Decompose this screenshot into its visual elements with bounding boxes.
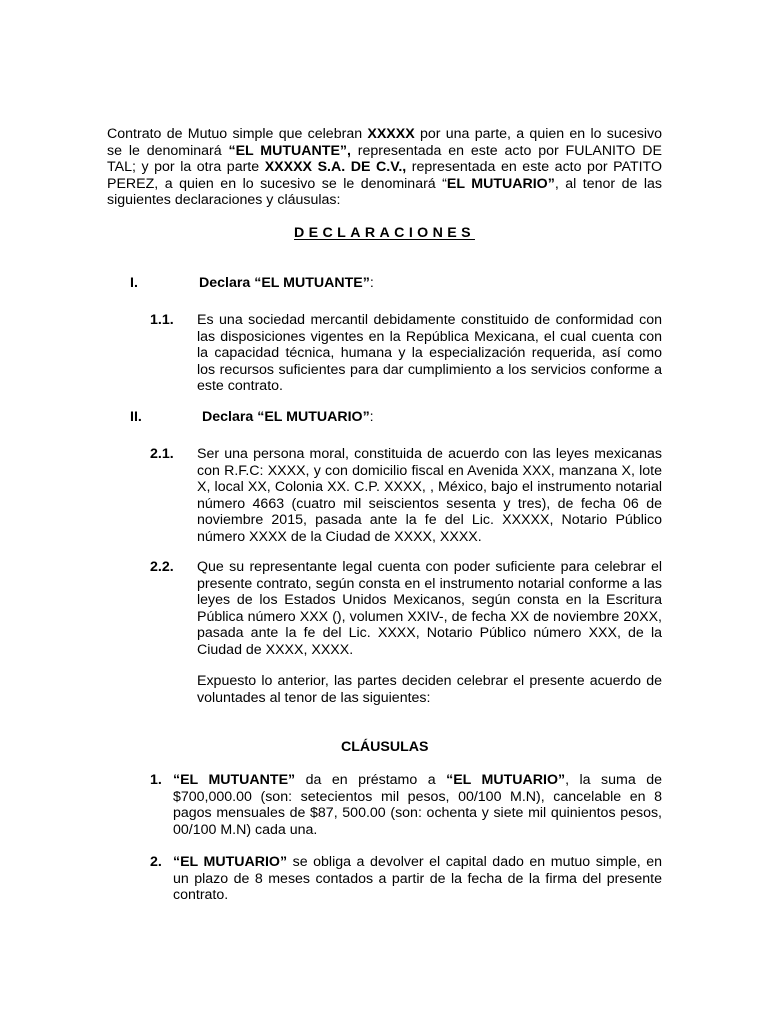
clause2-text-1: se obliga a devolver el capital dado en mutuo simple, en un plazo de 8 meses contados a partir de la fecha de la firma del presente contrato. [173,854,662,904]
clause1-mutuante: “EL MUTUANTE” [173,772,296,788]
section1-prefix: Declara [199,275,255,291]
section2-suffix: : [369,409,374,425]
clause1-mutuario: “EL MUTUARIO” [446,772,566,788]
intro-text-3: representada en este acto por FULANITO DE TAL; y por la otra parte [107,142,663,176]
section1-title [199,275,659,292]
intro-text-1: Contrato de Mutuo simple que celebran [107,126,368,142]
section1-suffix: : [369,275,374,291]
clause1-number: 1. [150,772,162,788]
section2-title [202,409,662,426]
intro-text-4: representada en este acto por PATITO PEREZ, a quien en lo sucesivo se le denominará “ [107,159,662,192]
party1-name: XXXXX [367,126,415,142]
item-2-1-number: 2.1. [150,446,174,462]
item-1-1-number: 1.1. [150,312,174,328]
clausulas-heading: CLÁUSULAS [341,739,429,755]
intro-paragraph [107,126,662,209]
item-2-2-text: Que su representante legal cuenta con poder suficiente para celebrar el presente contrato, según consta en el instrumento notarial conforme a las leyes de los Estados Unidos Mexicanos, según consta en la Escritura Pública número XXX (), volumen XXIV-, de fecha XX de noviembre 20XX, pasada ante la fe del Lic. XXXX, Notario Público número XXX, de la Ciudad de XXXX, XXXX. [197,559,662,658]
clause1-text [173,772,662,838]
item-2-2-number: 2.2. [150,559,174,575]
clause2-number: 2. [150,854,162,870]
section1-name: “EL MUTUANTE” [254,275,370,291]
item-1-1-text: Es una sociedad mercantil debidamente constituido de conformidad con las disposiciones vigentes en la República Mexicana, el cual cuenta con la capacidad técnica, humana y la especialización requerida, así como los recursos suficientes para dar cumplimiento a los servicios conforme a este contrato. [197,312,662,395]
clause2-text [173,854,662,904]
intro-text-2: por una parte, a quien en lo sucesivo se le denominará [107,126,662,159]
mutuario-label: EL MUTUARIO” [446,175,555,192]
intro-text-5: , al tenor de las siguientes declaraciones y cláusulas: [107,175,662,209]
declaraciones-heading: DECLARACIONES [294,225,475,241]
party2-name: XXXXX S.A. DE C.V., [264,159,407,176]
clause1-text-2: , la suma de $700,000.00 (son: setecientos mil pesos, 00/100 M.N), cancelable en 8 pagos mensuales de $87, 500.00 (son: ochenta y siete mil quinientos pesos, 00/100 M.N) cada una. [173,772,662,838]
clause1-text-1: da en préstamo a [295,772,447,788]
expuesto-paragraph: Expuesto lo anterior, las partes deciden celebrar el presente acuerdo de voluntades al tenor de las siguientes: [197,673,662,706]
section2-number: II. [130,409,142,425]
section2-name: “EL MUTUARIO” [257,409,370,425]
section2-prefix: Declara [202,409,258,425]
mutuante-label: “EL MUTUANTE”, [228,142,351,159]
item-2-1-text: Ser una persona moral, constituida de acuerdo con las leyes mexicanas con R.F.C: XXXX, y con domicilio fiscal en Avenida XXX, manzana X, lote X, local XX, Colonia XX. C.P. XXXX, , México, bajo el instrumento notarial número 4663 (cuatro mil seiscientos sesenta y tres), de fecha 06 de noviembre 2015, pasada ante la fe del Lic. XXXXX, Notario Público número XXXX de la Ciudad de XXXX, XXXX. [197,446,662,545]
section1-number: I. [130,275,138,291]
clause2-mutuario: “EL MUTUARIO” [173,854,288,870]
